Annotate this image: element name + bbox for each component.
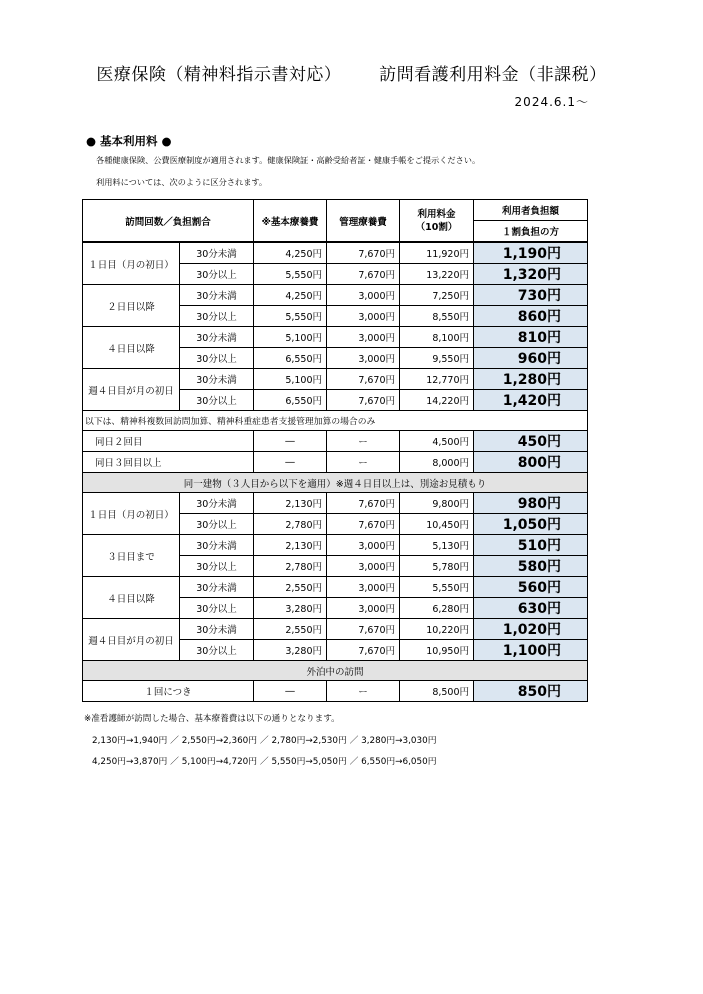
basic-cell: 5,100円: [254, 327, 327, 348]
table-row: [83, 369, 588, 390]
mgmt-cell: 7,670円: [327, 493, 400, 514]
duration-cell: 30分以上: [180, 348, 254, 369]
mgmt-cell: ー: [327, 452, 400, 473]
mgmt-cell: 7,670円: [327, 264, 400, 285]
mgmt-cell: 3,000円: [327, 285, 400, 306]
table-row: [83, 681, 588, 702]
overnight-label: １回につき: [83, 681, 254, 702]
basic-cell: ―: [254, 431, 327, 452]
multi-label: 同日２回目: [83, 431, 254, 452]
duration-cell: 30分以上: [180, 514, 254, 535]
duration-cell: 30分未満: [180, 535, 254, 556]
header-burden-sub: １割負担の方: [474, 221, 588, 243]
user-burden-cell: 1,190円: [474, 242, 588, 264]
header-fee: [400, 200, 474, 243]
fee-cell: 8,100円: [400, 327, 474, 348]
user-burden-cell: 560円: [474, 577, 588, 598]
fee-cell: 7,250円: [400, 285, 474, 306]
table-row: [83, 242, 588, 264]
visit-label: 週４日目が月の初日: [83, 619, 180, 661]
user-burden-cell: 1,050円: [474, 514, 588, 535]
mgmt-cell: 3,000円: [327, 598, 400, 619]
visit-label: ４日目以降: [83, 577, 180, 619]
mgmt-cell: 3,000円: [327, 327, 400, 348]
user-burden-cell: 960円: [474, 348, 588, 369]
title-right: 訪問看護利用料金（非課税）: [379, 65, 607, 85]
mgmt-cell: 3,000円: [327, 577, 400, 598]
basic-cell: 2,780円: [254, 514, 327, 535]
duration-cell: 30分未満: [180, 619, 254, 640]
user-burden-cell: 1,320円: [474, 264, 588, 285]
same-building-heading: 同一建物（３人目から以下を適用）※週４日目以上は、別途お見積もり: [83, 473, 588, 493]
user-burden-cell: 800円: [474, 452, 588, 473]
basic-cell: 4,250円: [254, 242, 327, 264]
fee-cell: 10,950円: [400, 640, 474, 661]
duration-cell: 30分以上: [180, 598, 254, 619]
basic-cell: 5,550円: [254, 306, 327, 327]
mgmt-cell: 3,000円: [327, 535, 400, 556]
fee-cell: 5,780円: [400, 556, 474, 577]
basic-cell: 5,550円: [254, 264, 327, 285]
basic-cell: ―: [254, 681, 327, 702]
table-row: [83, 327, 588, 348]
mgmt-cell: 7,670円: [327, 514, 400, 535]
section-line-2: 利用料については、次のように区分されます。: [96, 177, 268, 187]
visit-label: １日目（月の初日）: [83, 242, 180, 285]
table-row: [83, 285, 588, 306]
fee-cell: 8,000円: [400, 452, 474, 473]
table-row: [83, 493, 588, 514]
fee-cell: 10,220円: [400, 619, 474, 640]
duration-cell: 30分未満: [180, 327, 254, 348]
basic-cell: 2,130円: [254, 493, 327, 514]
user-burden-cell: 850円: [474, 681, 588, 702]
basic-cell: 6,550円: [254, 348, 327, 369]
table-row: [83, 619, 588, 640]
overnight-heading: 外泊中の訪問: [83, 661, 588, 681]
user-burden-cell: 810円: [474, 327, 588, 348]
user-burden-cell: 510円: [474, 535, 588, 556]
fee-cell: 9,800円: [400, 493, 474, 514]
basic-cell: 3,280円: [254, 598, 327, 619]
title-left: 医療保険（精神料指示書対応）: [96, 65, 342, 85]
fee-cell: 4,500円: [400, 431, 474, 452]
mgmt-cell: ー: [327, 681, 400, 702]
user-burden-cell: 860円: [474, 306, 588, 327]
fee-cell: 8,550円: [400, 306, 474, 327]
basic-cell: 2,550円: [254, 619, 327, 640]
duration-cell: 30分未満: [180, 369, 254, 390]
mgmt-cell: 7,670円: [327, 619, 400, 640]
table-row: [83, 577, 588, 598]
duration-cell: 30分未満: [180, 493, 254, 514]
multi-label: 同日３回目以上: [83, 452, 254, 473]
duration-cell: 30分未満: [180, 577, 254, 598]
basic-cell: 2,780円: [254, 556, 327, 577]
fee-cell: 5,550円: [400, 577, 474, 598]
table-header-row: [83, 200, 588, 221]
fee-cell: 6,280円: [400, 598, 474, 619]
user-burden-cell: 1,020円: [474, 619, 588, 640]
table-row: [83, 535, 588, 556]
user-burden-cell: 580円: [474, 556, 588, 577]
fee-cell: 8,500円: [400, 681, 474, 702]
duration-cell: 30分以上: [180, 264, 254, 285]
effective-date: 2024.6.1～: [514, 95, 589, 109]
header-visit: 訪問回数／負担割合: [83, 200, 254, 243]
footnote-line-2: 4,250円→3,870円 ／ 5,100円→4,720円 ／ 5,550円→5,050円 ／ 6,550円→6,050円: [92, 757, 437, 767]
fee-cell: 12,770円: [400, 369, 474, 390]
visit-label: ４日目以降: [83, 327, 180, 369]
user-burden-cell: 1,100円: [474, 640, 588, 661]
basic-cell: 2,130円: [254, 535, 327, 556]
fee-table: [82, 199, 588, 702]
footnote-line-1: 2,130円→1,940円 ／ 2,550円→2,360円 ／ 2,780円→2,530円 ／ 3,280円→3,030円: [92, 736, 437, 746]
user-burden-cell: 980円: [474, 493, 588, 514]
multi-visit-note: 以下は、精神科複数回訪問加算、精神科重症患者支援管理加算の場合のみ: [83, 411, 588, 431]
duration-cell: 30分未満: [180, 285, 254, 306]
footnote-title: ※准看護師が訪問した場合、基本療養費は以下の通りとなります。: [84, 714, 340, 724]
mgmt-cell: 7,670円: [327, 640, 400, 661]
visit-label: ３日目まで: [83, 535, 180, 577]
basic-cell: 2,550円: [254, 577, 327, 598]
header-fee-top: 利用料金: [417, 208, 456, 220]
user-burden-cell: 630円: [474, 598, 588, 619]
visit-label: 週４日目が月の初日: [83, 369, 180, 411]
mgmt-cell: 7,670円: [327, 390, 400, 411]
user-burden-cell: 730円: [474, 285, 588, 306]
fee-cell: 14,220円: [400, 390, 474, 411]
basic-cell: 5,100円: [254, 369, 327, 390]
basic-cell: 6,550円: [254, 390, 327, 411]
duration-cell: 30分以上: [180, 556, 254, 577]
section-row: [83, 661, 588, 681]
fee-cell: 5,130円: [400, 535, 474, 556]
note-row: [83, 411, 588, 431]
fee-cell: 10,450円: [400, 514, 474, 535]
section-heading: ● 基本利用料 ●: [86, 134, 172, 148]
duration-cell: 30分以上: [180, 306, 254, 327]
page-title: [0, 60, 703, 85]
duration-cell: 30分未満: [180, 242, 254, 264]
section-row: [83, 473, 588, 493]
mgmt-cell: 3,000円: [327, 306, 400, 327]
user-burden-cell: 1,280円: [474, 369, 588, 390]
duration-cell: 30分以上: [180, 640, 254, 661]
basic-cell: ―: [254, 452, 327, 473]
basic-cell: 3,280円: [254, 640, 327, 661]
duration-cell: 30分以上: [180, 390, 254, 411]
mgmt-cell: 3,000円: [327, 348, 400, 369]
fee-cell: 13,220円: [400, 264, 474, 285]
visit-label: １日目（月の初日）: [83, 493, 180, 535]
basic-cell: 4,250円: [254, 285, 327, 306]
header-mgmt: 管理療養費: [327, 200, 400, 243]
table-row: [83, 452, 588, 473]
header-fee-bottom: （10割）: [415, 221, 458, 233]
header-burden: 利用者負担額: [474, 200, 588, 221]
visit-label: ２日目以降: [83, 285, 180, 327]
user-burden-cell: 1,420円: [474, 390, 588, 411]
table-row: [83, 431, 588, 452]
section-line-1: 各種健康保険、公費医療制度が適用されます。健康保険証・高齢受給者証・健康手帳をご提示ください。: [96, 155, 481, 165]
mgmt-cell: 3,000円: [327, 556, 400, 577]
mgmt-cell: 7,670円: [327, 242, 400, 264]
fee-cell: 9,550円: [400, 348, 474, 369]
header-basic: ※基本療養費: [254, 200, 327, 243]
mgmt-cell: 7,670円: [327, 369, 400, 390]
fee-cell: 11,920円: [400, 242, 474, 264]
mgmt-cell: ー: [327, 431, 400, 452]
user-burden-cell: 450円: [474, 431, 588, 452]
